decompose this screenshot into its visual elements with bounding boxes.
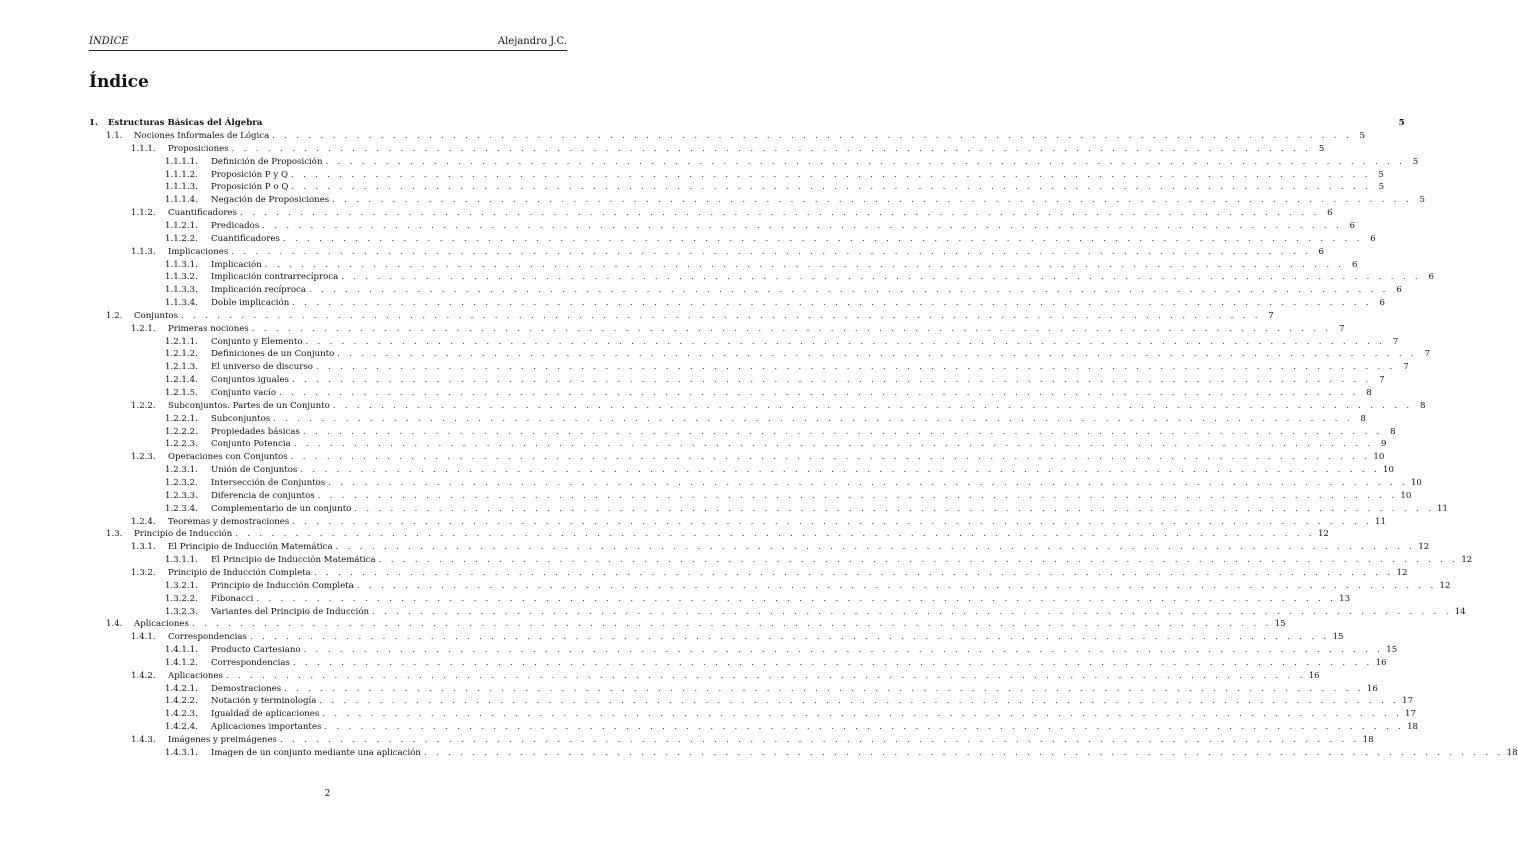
toc-leader-dots: . . . . . . . . . . . . . . . . . . . . . . . . . . . . . . . . . . . . . . . . . . . . . . . . . . . . . . . . . . . . . . . . . . . . . . . . . . . . . . . . . . . . . . . . . . [293, 439, 1374, 450]
toc-leader-dots: . . . . . . . . . . . . . . . . . . . . . . . . . . . . . . . . . . . . . . . . . . . . . . . . . . . . . . . . . . . . . . . . . . . . . . . . . . . . . . . . . . . . . . . . . . [356, 580, 1437, 591]
toc-leader-dots: . . . . . . . . . . . . . . . . . . . . . . . . . . . . . . . . . . . . . . . . . . . . . . . . . . . . . . . . . . . . . . . . . . . . . . . . . . . . . . . . . . . . . . . . . . [239, 208, 1320, 219]
toc-entry-page: 8 [1360, 413, 1366, 424]
toc-entry[interactable] [89, 156, 1419, 169]
toc-entry-number: 1.4.1.2. [165, 657, 198, 668]
toc-entry[interactable] [89, 747, 1518, 760]
toc-entry-number: 1.1.1.2. [165, 169, 198, 180]
toc-entry[interactable] [89, 631, 1344, 644]
toc-entry[interactable] [89, 734, 1374, 747]
toc-entry-page: 9 [1380, 439, 1387, 450]
toc-entry-page: 16 [1366, 683, 1378, 694]
toc-entry-page: 5 [1378, 169, 1384, 180]
toc-entry-page: 6 [1349, 220, 1355, 231]
toc-entry-page: 18 [1407, 722, 1419, 733]
toc-entry-number: 1.1.3.4. [165, 298, 198, 308]
toc-entry[interactable] [89, 708, 1416, 721]
toc-leader-dots: . . . . . . . . . . . . . . . . . . . . . . . . . . . . . . . . . . . . . . . . . . . . . . . . . . . . . . . . . . . . . . . . . . . . . . . . . . . . . . . . . . . . . . . . . . [303, 645, 1384, 655]
toc-entry-page: 7 [1338, 323, 1345, 334]
toc-entry-title: Principio de Inducción Completa [211, 580, 354, 591]
toc-entry-number: 1.2.1.3. [165, 362, 198, 373]
toc-entry-number: 1.1.1.1. [165, 156, 198, 167]
toc-entry[interactable] [89, 143, 1325, 156]
toc-entry-number: 1.4.2.1. [165, 683, 198, 694]
toc-entry-page: 10 [1400, 490, 1412, 501]
toc-entry-number: 1.1.1.3. [165, 182, 198, 193]
toc-leader-dots: . . . . . . . . . . . . . . . . . . . . . . . . . . . . . . . . . . . . . . . . . . . . . . . . . . . . . . . . . . . . . . . . . . . . . . . . . . . . . . . . . . . . . . . . . . [322, 709, 1402, 720]
toc-entry-page: 5 [1419, 195, 1425, 206]
toc-entry-number: 1.3.2. [131, 567, 156, 578]
toc-entry[interactable] [89, 194, 1425, 207]
toc-entry[interactable] [89, 426, 1396, 439]
toc-entry-number: 1.1.1. [131, 143, 156, 154]
toc-entry-number: 1.2.2.2. [165, 426, 198, 437]
toc-leader-dots: . . . . . . . . . . . . . . . . . . . . . . . . . . . . . . . . . . . . . . . . . . . . . . . . . . . . . . . . . . . . . . . . . . . . . . . . . . . . . . . . . . . . . . . . . . [313, 567, 1394, 578]
toc-entry-page: 10 [1373, 452, 1385, 463]
toc-leader-dots: . . . . . . . . . . . . . . . . . . . . . . . . . . . . . . . . . . . . . . . . . . . . . . . . . . . . . . . . . . . . . . . . . . . . . . . . . . . . . . . . . . . . . . . . . . [378, 555, 1459, 565]
toc-entry-number: 1.2.3.3. [165, 490, 198, 501]
toc-entry-title: Subconjuntos. Partes de un Conjunto [168, 400, 330, 411]
toc-entry[interactable] [89, 516, 1386, 529]
toc-entry-number: 1.1.3.1. [165, 259, 198, 270]
toc-leader-dots: . . . . . . . . . . . . . . . . . . . . . . . . . . . . . . . . . . . . . . . . . . . . . . . . . . . . . . . . . . . . . . . . . . . . . . . . . . . . . . . . . . . . . . . . . . [315, 362, 1396, 373]
toc-entry[interactable] [89, 169, 1384, 182]
toc-entry-number: 1.2.3.1. [165, 465, 198, 476]
toc-entry-number: 1.1.3.3. [165, 285, 198, 296]
toc-entry[interactable] [89, 477, 1422, 490]
toc-entry-page: 17 [1405, 709, 1416, 720]
toc-leader-dots: . . . . . . . . . . . . . . . . . . . . . . . . . . . . . . . . . . . . . . . . . . . . . . . . . . . . . . . . . . . . . . . . . . . . . . . . . . . . . . . . . . . . . . . . . . [279, 388, 1359, 398]
toc-leader-dots: . . . . . . . . . . . . . . . . . . . . . . . . . . . . . . . . . . . . . . . . . . . . . . . . . . . . . . . . . . . . . . . . . . . . . . . . . . . . . . . . . . . . . . . . . . [302, 426, 1383, 437]
toc-entry-number: 1.4. [106, 619, 123, 630]
toc-leader-dots: . . . . . . . . . . . . . . . . . . . . . . . . . . . . . . . . . . . . . . . . . . . . . . . . . . . . . . . . . . . . . . . . . . . . . . . . . . . . . . . . . . . . . . . . . . [328, 477, 1408, 488]
toc-entry[interactable] [89, 310, 1274, 323]
toc-entry[interactable] [89, 721, 1419, 734]
toc-leader-dots: . . . . . . . . . . . . . . . . . . . . . . . . . . . . . . . . . . . . . . . . . . . . . . . . . . . . . . . . . . . . . . . . . . . . . . . . . . . . . . . . . . . . . . . . . . [292, 516, 1372, 527]
toc-entry-page: 5 [1398, 118, 1405, 128]
toc-entry[interactable] [89, 387, 1372, 400]
toc-entry[interactable] [89, 451, 1385, 464]
toc-entry-title: Primeras nociones [168, 323, 249, 334]
toc-entry-page: 7 [1424, 349, 1430, 360]
toc-entry-number: 1.1.1.4. [165, 195, 198, 206]
toc-entry-page: 8 [1419, 400, 1426, 411]
toc-entry-title: Nociones Informales de Lógica [134, 131, 270, 141]
toc-entry-title: Conjuntos iguales [211, 375, 289, 386]
toc-entry[interactable] [89, 490, 1412, 503]
toc-entry-number: 1.4.1.1. [165, 645, 198, 655]
toc-leader-dots: . . . . . . . . . . . . . . . . . . . . . . . . . . . . . . . . . . . . . . . . . . . . . . . . . . . . . . . . . . . . . . . . . . . . . . . . . . . . . . . . . . . . . . . . . . [325, 156, 1406, 167]
toc-entry-page: 7 [1392, 336, 1399, 347]
toc-entry-number: 1.2.2.3. [165, 439, 198, 450]
toc-entry[interactable] [89, 271, 1434, 284]
toc-entry-title: Intersección de Conjuntos [211, 477, 326, 488]
header-author: Alejandro J.C. [497, 36, 567, 47]
toc-entry[interactable] [89, 580, 1451, 593]
toc-entry-title: Conjunto Potencia [211, 439, 291, 450]
toc-leader-dots: . . . . . . . . . . . . . . . . . . . . . . . . . . . . . . . . . . . . . . . . . . . . . . . . . . . . . . . . . . . . . . . . . . . . . . . . . . . . . . . . . . . . . . . . . . [272, 131, 1352, 141]
toc-leader-dots: . . . . . . . . . . . . . . . . . . . . . . . . . . . . . . . . . . . . . . . . . . . . . . . . . . . . . . . . . . . . . . . . . . . . . . . . . . . . . . . . . . . . . . . . . . [290, 452, 1371, 463]
toc-leader-dots: . . . . . . . . . . . . . . . . . . . . . . . . . . . . . . . . . . . . . . . . . . . . . . . . . . . . . . . . . . . . . . . . . . . . . . . . . . . . . . . . . . . . . . . . . . [319, 696, 1400, 707]
toc-entry-title: Imágenes y preimágenes [168, 734, 277, 745]
toc-leader-dots: . . . . . . . . . . . . . . . . . . . . . . . . . . . . . . . . . . . . . . . . . . . . . . . . . . . . . . . . . . . . . . . . . . . . . . . . . . . . . . . . . . . . . . . . . . [337, 349, 1417, 360]
toc-entry-title: Correspondencias [168, 632, 247, 643]
toc-entry[interactable] [89, 220, 1355, 233]
toc-entry-number: 1.1.2.1. [165, 220, 198, 231]
toc-entry-title: Correspondencias [211, 657, 290, 668]
toc-entry[interactable] [89, 413, 1366, 426]
toc-entry-number: 1.2.1.4. [165, 375, 198, 386]
toc-entry-title: Proposiciones [168, 143, 229, 154]
toc-entry-title: Doble implicación [211, 298, 290, 308]
toc-entry-number: 1.2.1.2. [165, 349, 198, 360]
toc-entry-title: Producto Cartesiano [211, 645, 301, 655]
toc-entry-title: Propiedades básicas [211, 426, 300, 437]
toc-entry-title: El Principio de Inducción Matemática [211, 555, 376, 565]
toc-entry-title: Proposición P y Q [211, 169, 289, 180]
toc-entry-number: 1.1.2. [131, 208, 156, 219]
toc-entry-page: 15 [1386, 645, 1398, 655]
toc-entry[interactable] [89, 374, 1385, 387]
toc-entry-title: Subconjuntos [211, 413, 271, 424]
toc-entry[interactable] [89, 606, 1466, 619]
toc-entry-title: Teoremas y demostraciones [168, 516, 290, 527]
toc-leader-dots: . . . . . . . . . . . . . . . . . . . . . . . . . . . . . . . . . . . . . . . . . . . . . . . . . . . . . . . . . . . . . . . . . . . . . . . . . . . . . . . . . . . . . . . . . . [332, 400, 1413, 411]
toc-entry[interactable] [89, 207, 1333, 220]
toc-leader-dots: . . . . . . . . . . . . . . . . . . . . . . . . . . . . . . . . . . . . . . . . . . . . . . . . . . . . . . . . . . . . . . . . . . . . . . . . . . . . . . . . . . . . . . . . . . [181, 310, 1261, 321]
toc-entry-number: 1.3. [106, 529, 123, 540]
toc-entry-title: Aplicaciones importantes [211, 722, 322, 733]
toc-leader-dots: . . . . . . . . . . . . . . . . . . . . . . . . . . . . . . . . . . . . . . . . . . . . . . . . . . . . . . . . . . . . . . . . . . . . . . . . . . . . . . . . . . . . . . . . . . [332, 195, 1412, 206]
toc-leader-dots: . . . . . . . . . . . . . . . . . . . . . . . . . . . . . . . . . . . . . . . . . . . . . . . . . . . . . . . . . . . . . . . . . . . . . . . . . . . . . . . . . . . . . . . . . . [324, 722, 1405, 733]
toc-entry-number: 1.3.2.3. [165, 606, 198, 617]
toc-entry[interactable] [89, 567, 1408, 580]
toc-entry-number: 1.1.2.2. [165, 233, 198, 244]
toc-entry-title: Predicados [211, 220, 260, 231]
toc-entry-title: Unión de Conjuntos [211, 465, 298, 476]
toc-entry[interactable] [89, 323, 1345, 336]
toc-entry[interactable] [89, 618, 1286, 631]
toc-leader-dots: . . . . . . . . . . . . . . . . . . . . . . . . . . . . . . . . . . . . . . . . . . . . . . . . . . . . . . . . . . . . . . . . . . . . . . . . . . . . . . . . . . . . . . . . . . [256, 593, 1337, 604]
toc-entry-page: 13 [1339, 593, 1351, 604]
toc-entry[interactable] [89, 528, 1329, 541]
toc-entry-title: Implicación recíproca [211, 285, 306, 296]
toc-entry[interactable] [89, 683, 1378, 696]
toc-entry-title: Conjunto vacío [211, 388, 277, 398]
toc-entry-page: 10 [1383, 465, 1394, 476]
toc-leader-dots: . . . . . . . . . . . . . . . . . . . . . . . . . . . . . . . . . . . . . . . . . . . . . . . . . . . . . . . . . . . . . . . . . . . . . . . . . . . . . . . . . . . . . . . . . . [292, 298, 1372, 308]
toc-entry[interactable] [89, 670, 1320, 683]
toc-entry-page: 12 [1418, 542, 1430, 553]
toc-entry-page: 7 [1379, 375, 1385, 386]
toc-entry-page: 6 [1327, 208, 1333, 219]
toc-entry-number: 1.3.1.1. [165, 555, 198, 565]
toc-entry-page: 15 [1332, 632, 1344, 643]
toc-leader-dots: . . . . . . . . . . . . . . . . . . . . . . . . . . . . . . . . . . . . . . . . . . . . . . . . . . . . . . . . . . . . . . . . . . . . . . . . . . . . . . . . . . . . . . . . . . [317, 490, 1398, 501]
toc-entry-page: 16 [1375, 657, 1387, 668]
toc-entry-page: 16 [1308, 670, 1320, 681]
toc-entry[interactable] [89, 657, 1387, 670]
toc-entry-page: 10 [1410, 477, 1422, 488]
toc-entry-page: 15 [1274, 619, 1286, 630]
toc-entry-number: 1.3.1. [131, 542, 156, 553]
toc-entry-title: Conjunto y Elemento [211, 336, 303, 347]
toc-leader-dots: . . . . . . . . . . . . . . . . . . . . . . . . . . . . . . . . . . . . . . . . . . . . . . . . . . . . . . . . . . . . . . . . . . . . . . . . . . . . . . . . . . . . . . . . . . [292, 657, 1373, 668]
toc-leader-dots: . . . . . . . . . . . . . . . . . . . . . . . . . . . . . . . . . . . . . . . . . . . . . . . . . . . . . . . . . . . . . . . . . . . . . . . . . . . . . . . . . . . . . . . . . . [423, 747, 1504, 758]
toc-entry-title: Notación y terminología [211, 696, 317, 707]
toc-leader-dots: . . . . . . . . . . . . . . . . . . . . . . . . . . . . . . . . . . . . . . . . . . . . . . . . . . . . . . . . . . . . . . . . . . . . . . . . . . . . . . . . . . . . . . . . . . [300, 465, 1381, 476]
toc-leader-dots: . . . . . . . . . . . . . . . . . . . . . . . . . . . . . . . . . . . . . . . . . . . . . . . . . . . . . . . . . . . . . . . . . . . . . . . . . . . . . . . . . . . . . . . . . . [225, 670, 1306, 681]
toc-leader-dots: . . . . . . . . . . . . . . . . . . . . . . . . . . . . . . . . . . . . . . . . . . . . . . . . . . . . . . . . . . . . . . . . . . . . . . . . . . . . . . . . . . . . . . . . . . [305, 336, 1386, 347]
toc-entry-title: Operaciones con Conjuntos [168, 452, 288, 463]
toc-entry-page: 6 [1370, 233, 1376, 244]
toc-entry-page: 6 [1396, 285, 1402, 296]
toc-entry-number: 1.2.3. [131, 452, 156, 463]
toc-leader-dots: . . . . . . . . . . . . . . . . . . . . . . . . . . . . . . . . . . . . . . . . . . . . . . . . . . . . . . . . . . . . . . . . . . . . . . . . . . . . . . . . . . . . . . . . . . [262, 220, 1342, 231]
toc-entry-title: Definición de Proposición [211, 156, 323, 167]
toc-entry-page: 11 [1437, 503, 1448, 514]
toc-entry-number: 1.4.2. [131, 670, 156, 681]
toc-entry-title: Principio de Inducción Completa [168, 567, 311, 578]
toc-entry-title: Negación de Proposiciones [211, 195, 330, 206]
toc-entry-number: 1.4.2.3. [165, 709, 198, 720]
toc-entry-page: 6 [1318, 246, 1324, 257]
toc-entry-page: 12 [1439, 580, 1451, 591]
toc-entry-number: 1. [89, 118, 98, 128]
toc-entry[interactable] [89, 554, 1473, 567]
toc-entry-page: 18 [1506, 747, 1518, 758]
toc-entry-title: Definiciones de un Conjunto [211, 349, 335, 360]
toc-entry[interactable] [89, 361, 1409, 374]
toc-entry-page: 6 [1428, 272, 1434, 283]
toc-entry-number: 1.4.3.1. [165, 747, 198, 758]
toc-entry-page: 18 [1362, 734, 1374, 745]
toc-entry-page: 6 [1379, 298, 1385, 308]
toc-entry-number: 1.1.3.2. [165, 272, 198, 283]
toc-entry-page: 12 [1461, 555, 1473, 565]
toc-entry-number: 1.2.3.4. [165, 503, 198, 514]
toc-entry-page: 14 [1454, 606, 1466, 617]
toc-entry[interactable] [89, 117, 1405, 130]
toc-entry-number: 1.3.2.2. [165, 593, 198, 604]
toc-entry-title: Igualdad de aplicaciones [211, 709, 320, 720]
toc-entry-number: 1.1. [106, 131, 123, 141]
toc-leader-dots: . . . . . . . . . . . . . . . . . . . . . . . . . . . . . . . . . . . . . . . . . . . . . . . . . . . . . . . . . . . . . . . . . . . . . . . . . . . . . . . . . . . . . . . . . . [231, 143, 1312, 154]
toc-leader-dots: . . . . . . . . . . . . . . . . . . . . . . . . . . . . . . . . . . . . . . . . . . . . . . . . . . . . . . . . . . . . . . . . . . . . . . . . . . . . . . . . . . . . . . . . . . [251, 323, 1332, 334]
page-number: 2 [324, 789, 331, 799]
toc-entry-number: 1.2.2.1. [165, 413, 198, 424]
toc-leader-dots: . . . . . . . . . . . . . . . . . . . . . . . . . . . . . . . . . . . . . . . . . . . . . . . . . . . . . . . . . . . . . . . . . . . . . . . . . . . . . . . . . . . . . . . . . . [291, 182, 1372, 193]
toc-entry-page: 5 [1412, 156, 1419, 167]
toc-leader-dots: . . . . . . . . . . . . . . . . . . . . . . . . . . . . . . . . . . . . . . . . . . . . . . . . . . . . . . . . . . . . . . . . . . . . . . . . . . . . . . . . . . . . . . . . . . [341, 272, 1421, 283]
toc-entry-page: 7 [1268, 310, 1274, 321]
toc-entry-page: 17 [1402, 696, 1414, 707]
toc-entry-title: Estructuras Básicas del Álgebra [108, 118, 263, 128]
toc-entry-title: Implicaciones [168, 246, 229, 257]
toc-entry-title: Cuantificadores [168, 208, 237, 219]
toc-entry-page: 6 [1351, 259, 1358, 270]
toc-entry-title: Diferencia de conjuntos [211, 490, 315, 501]
header-section-title: ÍNDICE [89, 36, 129, 47]
toc-entry-title: Conjuntos [134, 310, 179, 321]
toc-entry[interactable] [89, 593, 1351, 606]
toc-leader-dots: . . . . . . . . . . . . . . . . . . . . . . . . . . . . . . . . . . . . . . . . . . . . . . . . . . . . . . . . . . . . . . . . . . . . . . . . . . . . . . . . . . . . . . . . . . [264, 259, 1345, 270]
running-header [89, 36, 567, 51]
toc-leader-dots: . . . . . . . . . . . . . . . . . . . . . . . . . . . . . . . . . . . . . . . . . . . . . . . . . . . . . . . . . . . . . . . . . . . . . . . . . . . . . . . . . . . . . . . . . . [354, 503, 1435, 514]
page-title: Índice [89, 72, 149, 92]
toc-entry[interactable] [89, 233, 1376, 246]
toc-entry-title: Proposición P o Q [211, 182, 289, 193]
toc-entry-number: 1.2.1.5. [165, 388, 198, 398]
toc-entry[interactable] [89, 246, 1324, 259]
toc-entry-page: 8 [1366, 388, 1372, 398]
toc-entry-number: 1.4.1. [131, 632, 156, 643]
toc-entry[interactable] [89, 348, 1430, 361]
toc-entry[interactable] [89, 297, 1385, 310]
toc-entry-title: Implicación contrarrecíproca [211, 272, 339, 283]
toc-entry-number: 1.2.1.1. [165, 336, 198, 347]
toc-leader-dots: . . . . . . . . . . . . . . . . . . . . . . . . . . . . . . . . . . . . . . . . . . . . . . . . . . . . . . . . . . . . . . . . . . . . . . . . . . . . . . . . . . . . . . . . . . [308, 285, 1389, 296]
toc-entry-page: 5 [1359, 131, 1365, 141]
toc-entry-title: El Principio de Inducción Matemática [168, 542, 333, 553]
toc-entry-title: Fibonacci [211, 593, 254, 604]
toc-entry-page: 12 [1396, 567, 1408, 578]
toc-entry-number: 1.2.3.2. [165, 477, 198, 488]
toc-entry-title: Demostraciones [211, 683, 282, 694]
toc-leader-dots: . . . . . . . . . . . . . . . . . . . . . . . . . . . . . . . . . . . . . . . . . . . . . . . . . . . . . . . . . . . . . . . . . . . . . . . . . . . . . . . . . . . . . . . . . . [372, 606, 1452, 617]
toc-entry[interactable] [89, 695, 1414, 708]
toc-leader-dots: . . . . . . . . . . . . . . . . . . . . . . . . . . . . . . . . . . . . . . . . . . . . . . . . . . . . . . . . . . . . . . . . . . . . . . . . . . . . . . . . . . . . . . . . . . [282, 233, 1363, 244]
toc-entry-page: 5 [1318, 143, 1325, 154]
toc-entry-page: 5 [1378, 182, 1385, 193]
toc-leader-dots: . . . . . . . . . . . . . . . . . . . . . . . . . . . . . . . . . . . . . . . . . . . . . . . . . . . . . . . . . . . . . . . . . . . . . . . . . . . . . . . . . . . . . . . . . . [284, 683, 1364, 694]
toc-leader-dots: . . . . . . . . . . . . . . . . . . . . . . . . . . . . . . . . . . . . . . . . . . . . . . . . . . . . . . . . . . . . . . . . . . . . . . . . . . . . . . . . . . . . . . . . . . [291, 375, 1372, 386]
toc-entry-number: 1.2.4. [131, 516, 156, 527]
toc-entry-number: 1.1.3. [131, 246, 156, 257]
toc-leader-dots: . . . . . . . . . . . . . . . . . . . . . . . . . . . . . . . . . . . . . . . . . . . . . . . . . . . . . . . . . . . . . . . . . . . . . . . . . . . . . . . . . . . . . . . . . . [235, 529, 1315, 540]
toc-entry-title: Cuantificadores [211, 233, 280, 244]
toc-entry-number: 1.4.3. [131, 734, 156, 745]
toc-leader-dots: . . . . . . . . . . . . . . . . . . . . . . . . . . . . . . . . . . . . . . . . . . . . . . . . . . . . . . . . . . . . . . . . . . . . . . . . . . . . . . . . . . . . . . . . . . [291, 169, 1371, 180]
toc-leader-dots: . . . . . . . . . . . . . . . . . . . . . . . . . . . . . . . . . . . . . . . . . . . . . . . . . . . . . . . . . . . . . . . . . . . . . . . . . . . . . . . . . . . . . . . . . . [279, 734, 1360, 745]
toc-entry[interactable] [89, 284, 1402, 297]
toc-entry-number: 1.2.2. [131, 400, 156, 411]
toc-entry[interactable] [89, 438, 1387, 451]
toc-leader-dots: . . . . . . . . . . . . . . . . . . . . . . . . . . . . . . . . . . . . . . . . . . . . . . . . . . . . . . . . . . . . . . . . . . . . . . . . . . . . . . . . . . . . . . . . . . [231, 246, 1311, 257]
toc-entry[interactable] [89, 503, 1448, 516]
toc-leader-dots: . . . . . . . . . . . . . . . . . . . . . . . . . . . . . . . . . . . . . . . . . . . . . . . . . . . . . . . . . . . . . . . . . . . . . . . . . . . . . . . . . . . . . . . . . . [191, 619, 1272, 630]
toc-entry-number: 1.4.2.4. [165, 722, 198, 733]
toc-entry-title: Imagen de un conjunto mediante una aplicación [211, 747, 421, 758]
toc-entry[interactable] [89, 181, 1385, 194]
toc-entry-title: Variantes del Principio de Inducción [211, 606, 370, 617]
toc-entry-title: El universo de discurso [211, 362, 313, 373]
toc-entry-page: 11 [1374, 516, 1386, 527]
toc-entry[interactable] [89, 464, 1394, 477]
toc-entry-number: 1.2. [106, 310, 123, 321]
toc-entry-title: Aplicaciones [168, 670, 223, 681]
toc-entry-number: 1.2.1. [131, 323, 156, 334]
toc-entry-title: Aplicaciones [134, 619, 189, 630]
toc-leader-dots: . . . . . . . . . . . . . . . . . . . . . . . . . . . . . . . . . . . . . . . . . . . . . . . . . . . . . . . . . . . . . . . . . . . . . . . . . . . . . . . . . . . . . . . . . . [273, 413, 1353, 424]
toc-leader-dots: . . . . . . . . . . . . . . . . . . . . . . . . . . . . . . . . . . . . . . . . . . . . . . . . . . . . . . . . . . . . . . . . . . . . . . . . . . . . . . . . . . . . . . . . . . [335, 542, 1416, 553]
toc-entry[interactable] [89, 130, 1365, 143]
toc-entry[interactable] [89, 541, 1430, 554]
toc-entry-title: Complementario de un conjunto [211, 503, 352, 514]
toc-entry-number: 1.3.2.1. [165, 580, 198, 591]
toc-entry[interactable] [89, 336, 1399, 349]
toc-entry-page: 12 [1317, 529, 1329, 540]
toc-entry-title: Implicación [211, 259, 262, 270]
toc-entry-page: 8 [1390, 426, 1396, 437]
toc-entry-title: Principio de Inducción [134, 529, 233, 540]
toc-entry[interactable] [89, 259, 1358, 272]
toc-entry-page: 7 [1403, 362, 1409, 373]
toc-entry[interactable] [89, 400, 1426, 413]
toc-entry[interactable] [89, 644, 1398, 657]
toc-leader-dots: . . . . . . . . . . . . . . . . . . . . . . . . . . . . . . . . . . . . . . . . . . . . . . . . . . . . . . . . . . . . . . . . . . . . . . . . . . . . . . . . . . . . . . . . . . [249, 632, 1330, 643]
toc-entry-number: 1.4.2.2. [165, 696, 198, 707]
